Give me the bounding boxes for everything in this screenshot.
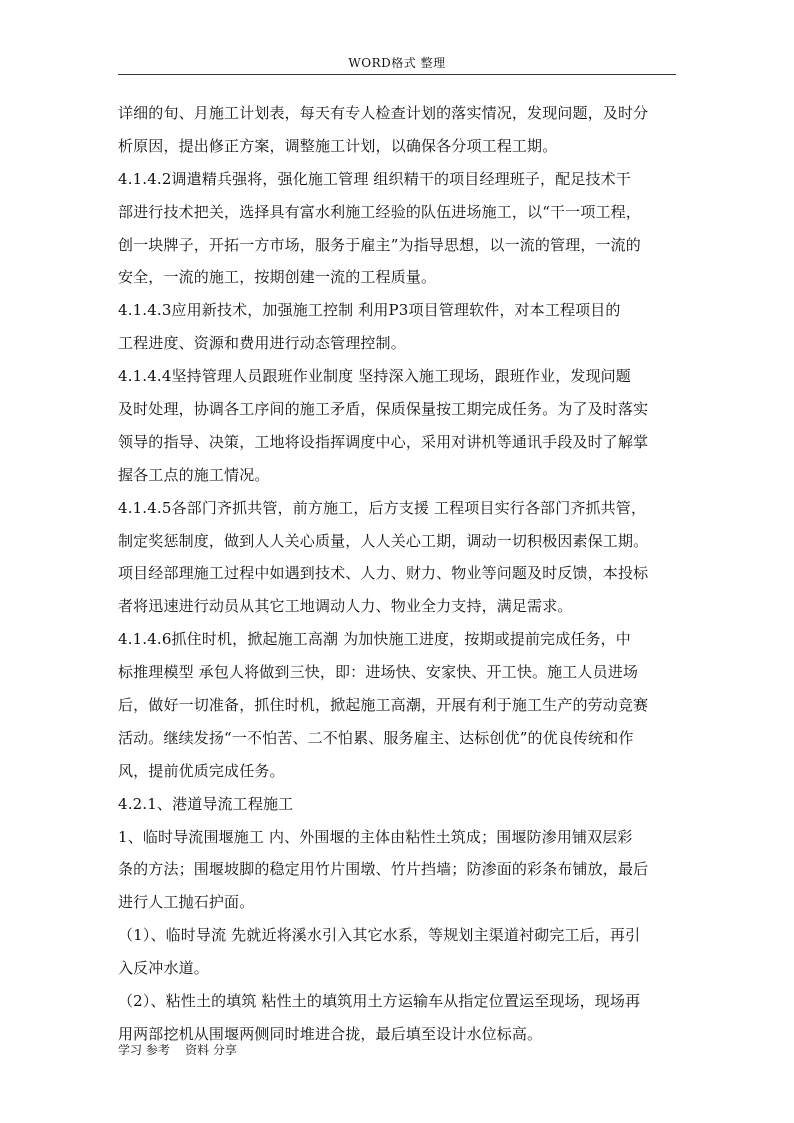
text-line: 详细的旬、月施工计划表，每天有专人检查计划的落实情况，发现问题，及时分 — [118, 104, 649, 122]
section-heading: 4.2.1、港道导流工程施工 — [118, 794, 294, 813]
text-line: 活动。继续发扬“一不怕苦、二不怕累、服务雇主、达标创优”的优良传统和作 — [118, 728, 634, 747]
text-line: 部进行技术把关，选择具有富水利施工经验的队伍进场施工，以“干一项工程， — [118, 202, 641, 221]
text-line: （1）、临时导流 先就近将溪水引入其它水系，等规划主渠道衬砌完工后，再引 — [118, 926, 641, 945]
header-divider — [118, 74, 676, 75]
text-line: 安全，一流的施工，按期创建一流的工程质量。 — [118, 268, 437, 287]
text-line: 入反冲水道。 — [118, 959, 209, 978]
text-line: 者将迅速进行动员从其它工地调动人力、物业全力支持，满足需求。 — [118, 597, 573, 616]
page-footer: 学习 参考 资料 分享 — [118, 1043, 237, 1057]
text-line: （2）、粘性土的填筑 粘性土的填筑用土方运输车从指定位置运至现场，现场再 — [118, 992, 641, 1011]
text-line: 项目经部理施工过程中如遇到技术、人力、财力、物业等问题及时反馈，本投标 — [118, 564, 649, 583]
text-line: 4.1.4.3应用新技术，加强施工控制 利用P3项目管理软件，对本工程项目的 — [118, 301, 621, 320]
text-line: 及时处理，协调各工序间的施工矛盾，保质保量按工期完成任务。为了及时落实 — [118, 400, 649, 419]
text-line: 进行人工抛石护面。 — [118, 893, 255, 912]
text-line: 风，提前优质完成任务。 — [118, 761, 285, 780]
document-body — [118, 97, 678, 1051]
page-header: WORD格式 整理 — [348, 56, 446, 70]
text-line: 制定奖惩制度，做到人人关心质量，人人关心工期，调动一切积极因素保工期。 — [118, 531, 649, 550]
text-line: 后，做好一切准备，抓住时机，掀起施工高潮，开展有利于施工生产的劳动竞赛 — [118, 696, 649, 715]
text-line: 领导的指导、决策，工地将设指挥调度中心，采用对讲机等通讯手段及时了解掌 — [118, 432, 649, 451]
text-line: 标推理模型 承包人将做到三快，即：进场快、安家快、开工快。施工人员进场 — [118, 663, 639, 682]
text-line: 4.1.4.2调遣精兵强将，强化施工管理 组织精干的项目经理班子，配足技术干 — [118, 169, 631, 188]
text-line: 1、临时导流围堰施工 内、外围堰的主体由粘性土筑成；围堰防渗用铺双层彩 — [118, 827, 633, 846]
text-line: 工程进度、资源和费用进行动态管理控制。 — [118, 334, 406, 353]
text-line: 析原因，提出修正方案，调整施工计划，以确保各分项工程工期。 — [118, 136, 558, 155]
text-line: 创一块牌子，开拓一方市场，服务于雇主”为指导思想，以一流的管理，一流的 — [118, 235, 641, 254]
text-line: 条的方法；围堰坡脚的稳定用竹片围墩、竹片挡墙；防渗面的彩条布铺放，最后 — [118, 860, 649, 879]
text-line: 4.1.4.4坚持管理人员跟班作业制度 坚持深入施工现场，跟班作业，发现问题 — [118, 367, 631, 386]
text-line: 握各工点的施工情况。 — [118, 465, 270, 484]
text-line: 用两部挖机从围堰两侧同时堆进合拢，最后填至设计水位标高。 — [118, 1024, 543, 1043]
text-line: 4.1.4.6抓住时机，掀起施工高潮 为加快施工进度，按期或提前完成任务，中 — [118, 630, 631, 649]
text-line: 4.1.4.5各部门齐抓共管，前方施工，后方支援 工程项目实行各部门齐抓共管， — [118, 498, 647, 517]
